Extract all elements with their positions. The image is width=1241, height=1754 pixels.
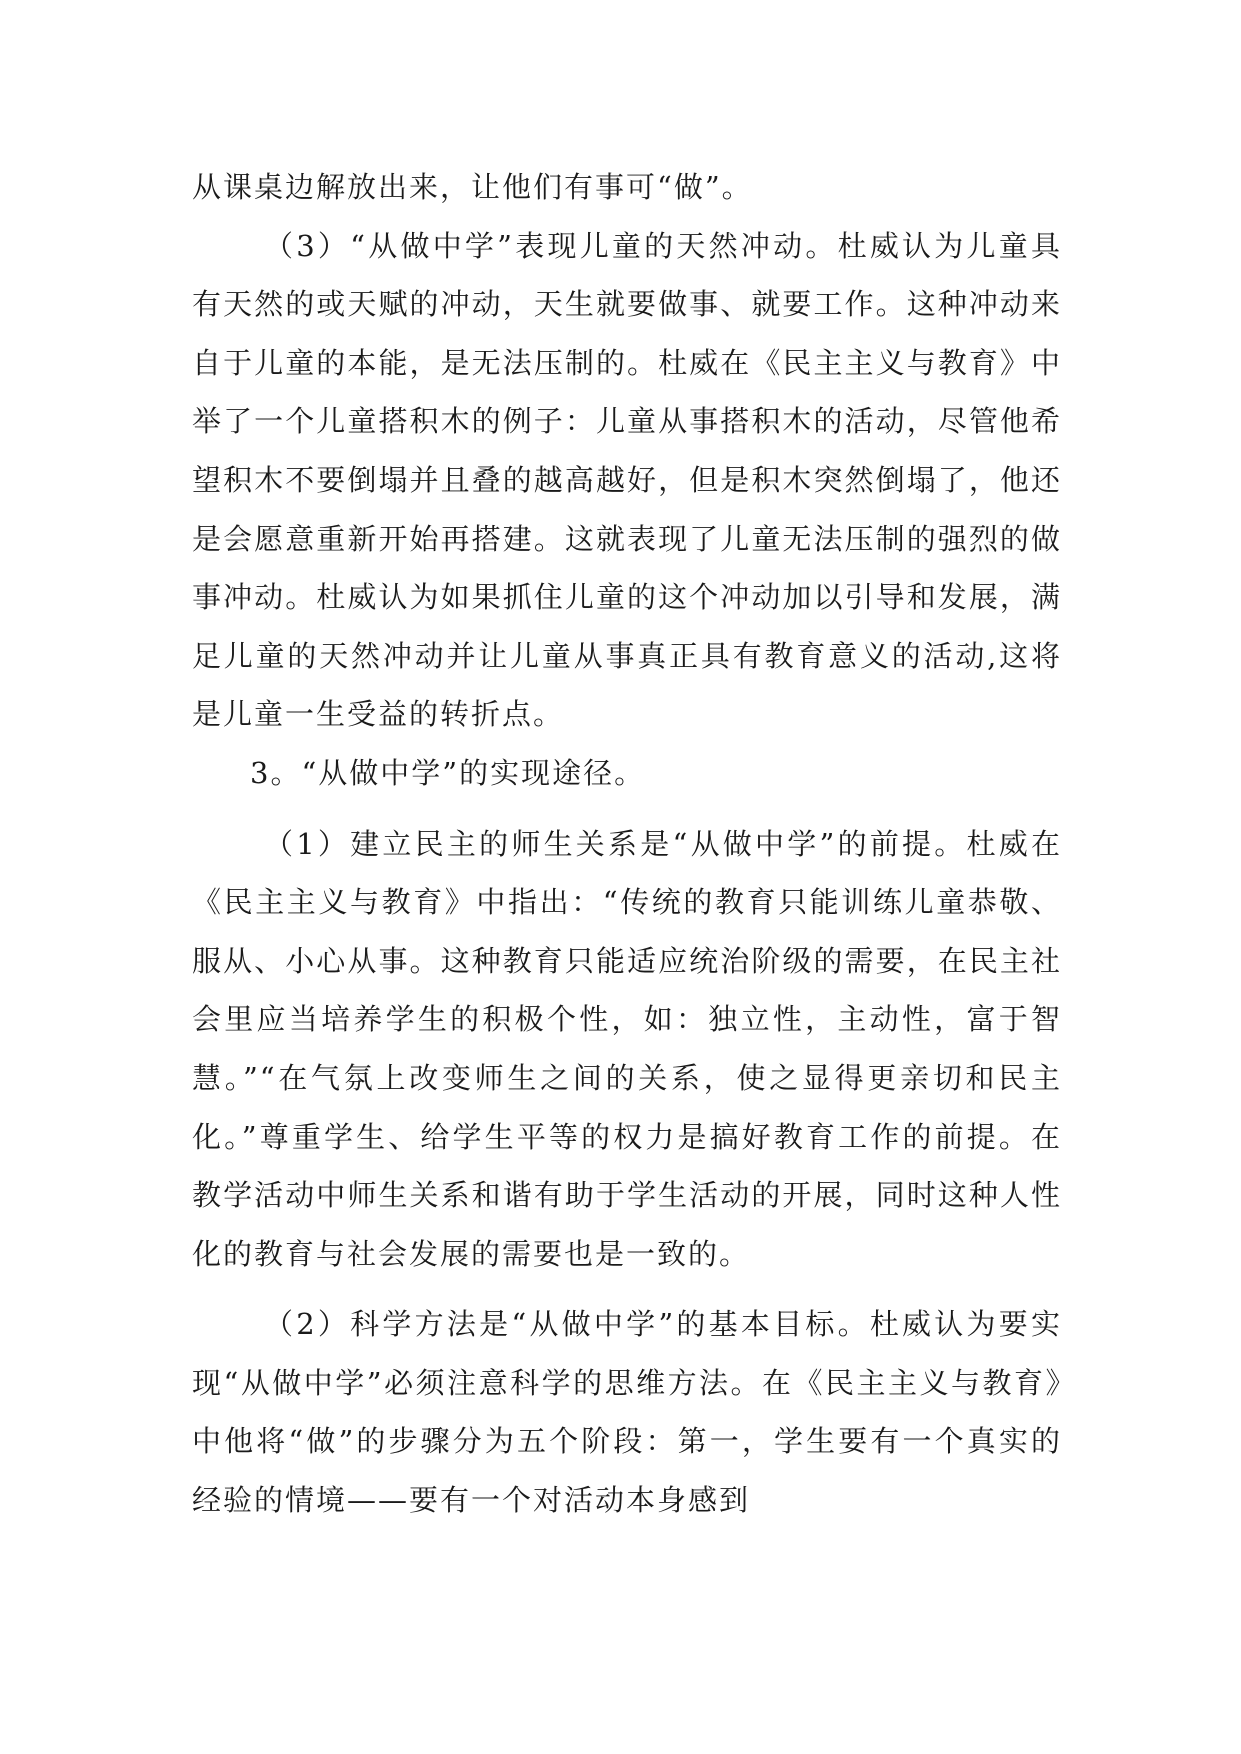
paragraph-natural-impulse: （3）“从做中学”表现儿童的天然冲动。杜威认为儿童具有天然的或天赋的冲动，天生就要做事、就要工作。这种冲动来自于儿童的本能，是无法压制的。杜威在《民主主义与教育》中举了一个儿童搭积木的例子：儿童从事搭积木的活动，尽管他希望积木不要倒塌并且叠的越高越好，但是积木突然倒塌了，他还是会愿意重新开始再搭建。这就表现了儿童无法压制的强烈的做事冲动。杜威认为如果抓住儿童的这个冲动加以引导和发展，满足儿童的天然冲动并让儿童从事真正具有教育意义的活动,这将是儿童一生受益的转折点。 xyxy=(192,228,1062,732)
section-heading-implementation: 3。“从做中学”的实现途径。 xyxy=(250,755,646,790)
paragraph-scientific-method: （2）科学方法是“从做中学”的基本目标。杜威认为要实现“从做中学”必须注意科学的思维方法。在《民主主义与教育》中他将“做”的步骤分为五个阶段：第一，学生要有一个真实的经验的情境——要有一个对活动本身感到 xyxy=(192,1307,1062,1518)
paragraph-democratic-relationship: （1）建立民主的师生关系是“从做中学”的前提。杜威在《民主主义与教育》中指出：“传统的教育只能训练儿童恭敬、服从、小心从事。这种教育只能适应统治阶级的需要，在民主社会里应当培养学生的积极个性，如：独立性，主动性，富于智慧。”“在气氛上改变师生之间的关系，使之显得更亲切和民主化。”尊重学生、给学生平等的权力是搞好教育工作的前提。在教学活动中师生关系和谐有助于学生活动的开展，同时这种人性化的教育与社会发展的需要也是一致的。 xyxy=(192,826,1062,1271)
paragraph-continuation: 从课桌边解放出来，让他们有事可“做”。 xyxy=(192,170,753,204)
document-body xyxy=(192,158,1062,1530)
